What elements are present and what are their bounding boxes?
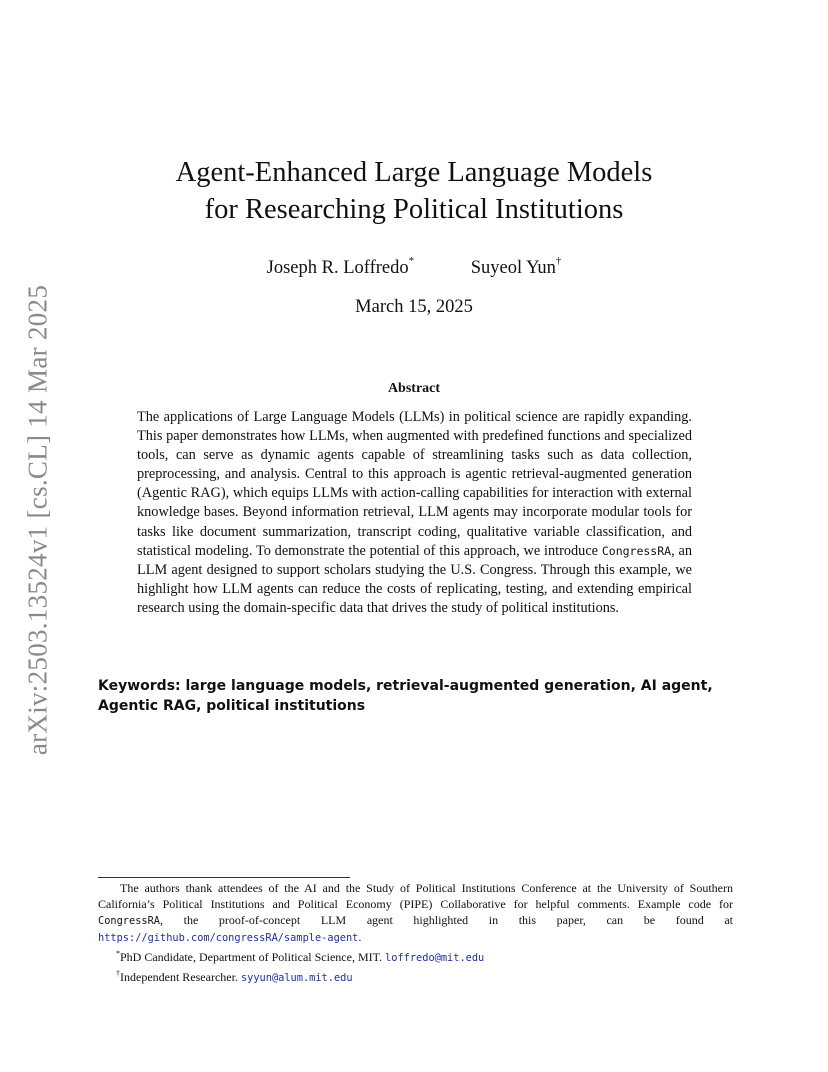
ack-text-1: The authors thank attendees of the AI and the Study of Political Institutions Conference at the University of Southern California’s Political Institutions and Political Economy (PIPE) Collaborative for helpful comments. Example code for	[98, 881, 733, 911]
footnote-divider	[98, 877, 350, 878]
abstract-text-part-1: The applications of Large Language Models (LLMs) in political science are rapidly expanding. This paper demonstrates how LLMs, when augmented with predefined functions and specialized tools, can serve as dynamic agents capable of streamlining tasks such as data collection, preprocessing, and analysis. Central to this approach is agentic retrieval-augmented generation (Agentic RAG), which equips LLMs with action-calling capabilities for interaction with external knowledge bases. Beyond information retrieval, LLM agents may incorporate modular tools for tasks like document summarization, transcript coding, qualitative variable classification, and statistical modeling. To demonstrate the potential of this approach, we introduce	[137, 409, 692, 559]
sample-agent-link[interactable]: https://github.com/congressRA/sample-agent	[98, 932, 359, 944]
title-line-1: Agent-Enhanced Large Language Models	[175, 157, 653, 188]
author-2-footnote	[98, 966, 733, 986]
fn2-text: Independent Researcher.	[120, 970, 241, 984]
author-2	[471, 257, 562, 279]
acknowledgement-footnote	[98, 880, 733, 946]
ack-text-2: , the proof-of-concept LLM agent highlighted in this paper, can be found at	[160, 913, 733, 927]
arxiv-identifier-stamp: arXiv:2503.13524v1 [cs.CL] 14 Mar 2025	[22, 284, 53, 756]
publication-date: March 15, 2025	[355, 297, 473, 317]
loffredo-email-link[interactable]: loffredo@mit.edu	[385, 952, 485, 964]
author-2-name: Suyeol Yun	[470, 258, 556, 279]
fn2-mark: †	[116, 969, 120, 978]
author-1-name: Joseph R. Loffredo	[266, 258, 409, 279]
footnotes	[98, 880, 733, 986]
abstract-heading: Abstract	[387, 381, 441, 396]
author-1	[267, 257, 414, 279]
ack-code-name: CongressRA	[98, 915, 160, 927]
paper-title	[0, 154, 828, 228]
author-list	[0, 257, 828, 279]
author-2-footnote-mark: †	[555, 255, 562, 267]
syyun-email-link[interactable]: syyun@alum.mit.edu	[240, 972, 353, 984]
abstract-text-part-2: , an LLM agent designed to support scholars studying the U.S. Congress. Through this example, we highlight how LLM agents can reduce the costs of replicating, testing, and extending empirical research using the domain-specific data that drives the study of political institutions.	[137, 542, 692, 616]
abstract-code-name: CongressRA	[601, 543, 672, 558]
title-line-2: for Researching Political Institutions	[204, 194, 624, 225]
fn1-mark: *	[116, 949, 120, 958]
author-1-footnote	[98, 946, 733, 966]
abstract-body	[137, 408, 692, 618]
ack-text-end: .	[358, 930, 362, 944]
author-1-footnote-mark: *	[408, 255, 415, 267]
keywords: Keywords: large language models, retrieval-augmented generation, AI agent, Agentic RAG, political institutions	[98, 678, 713, 714]
fn1-text: PhD Candidate, Department of Political Science, MIT.	[120, 950, 386, 964]
